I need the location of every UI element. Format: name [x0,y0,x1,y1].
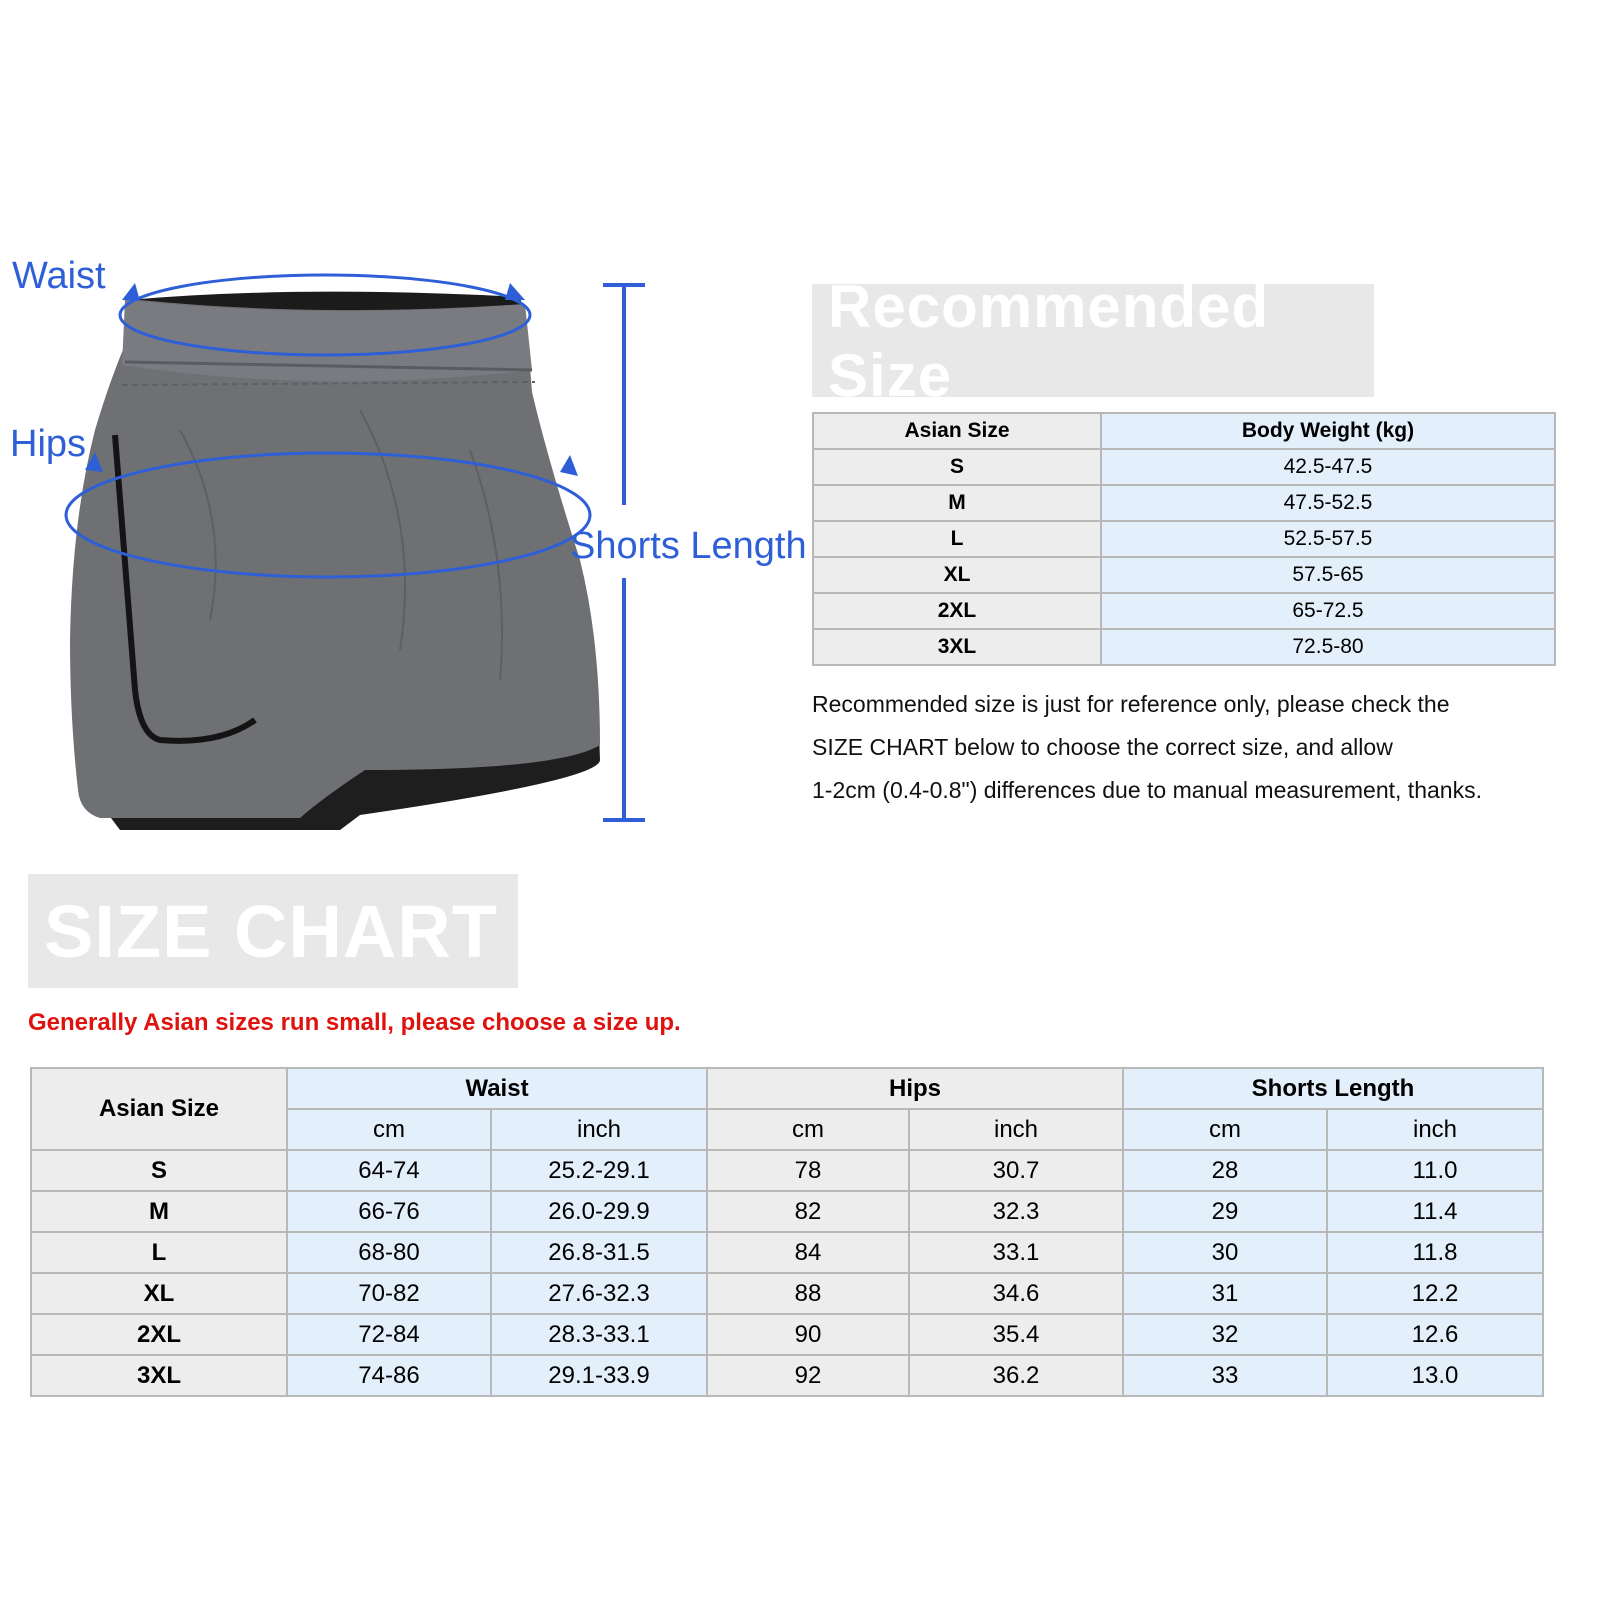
size-cell: XL [31,1273,287,1314]
waist-inch-cell: 29.1-33.9 [491,1355,707,1396]
table-row [813,449,1555,485]
size-cell: S [813,449,1101,485]
waist-inch-cell: 27.6-32.3 [491,1273,707,1314]
recommended-size-title: Recommended Size [812,284,1374,397]
unit-header: inch [909,1109,1123,1150]
unit-header: cm [707,1109,909,1150]
table-row [813,557,1555,593]
size-cell: L [813,521,1101,557]
hips-cm-cell: 90 [707,1314,909,1355]
rec-header-size: Asian Size [813,413,1101,449]
weight-cell: 65-72.5 [1101,593,1555,629]
size-cell: 2XL [31,1314,287,1355]
length-inch-cell: 11.4 [1327,1191,1543,1232]
table-row [31,1314,1543,1355]
waist-inch-cell: 26.8-31.5 [491,1232,707,1273]
length-inch-cell: 12.6 [1327,1314,1543,1355]
weight-cell: 57.5-65 [1101,557,1555,593]
size-cell: M [813,485,1101,521]
hips-cm-cell: 78 [707,1150,909,1191]
group-header-hips: Hips [707,1068,1123,1109]
unit-header: inch [491,1109,707,1150]
hips-cm-cell: 88 [707,1273,909,1314]
hips-inch-cell: 36.2 [909,1355,1123,1396]
length-inch-cell: 13.0 [1327,1355,1543,1396]
unit-header: inch [1327,1109,1543,1150]
note-line: SIZE CHART below to choose the correct size, and allow [812,734,1393,760]
size-chart-table [30,1067,1544,1397]
size-cell: M [31,1191,287,1232]
table-row [813,629,1555,665]
waist-cm-cell: 70-82 [287,1273,491,1314]
hips-label: Hips [10,423,87,465]
table-row [813,521,1555,557]
hips-inch-cell: 35.4 [909,1314,1123,1355]
length-inch-cell: 11.0 [1327,1150,1543,1191]
note-line: 1-2cm (0.4-0.8") differences due to manual measurement, thanks. [812,777,1482,803]
waist-cm-cell: 64-74 [287,1150,491,1191]
size-cell: L [31,1232,287,1273]
size-cell: 2XL [813,593,1101,629]
group-header-waist: Waist [287,1068,707,1109]
size-cell: S [31,1150,287,1191]
table-row [31,1150,1543,1191]
shorts-length-label: Shorts Length [570,525,807,567]
hips-inch-cell: 34.6 [909,1273,1123,1314]
weight-cell: 47.5-52.5 [1101,485,1555,521]
table-row [31,1273,1543,1314]
weight-cell: 42.5-47.5 [1101,449,1555,485]
unit-header: cm [287,1109,491,1150]
length-cm-cell: 28 [1123,1150,1327,1191]
size-cell: 3XL [813,629,1101,665]
weight-cell: 52.5-57.5 [1101,521,1555,557]
rec-header-weight: Body Weight (kg) [1101,413,1555,449]
waist-cm-cell: 72-84 [287,1314,491,1355]
table-row [31,1355,1543,1396]
waist-inch-cell: 28.3-33.1 [491,1314,707,1355]
length-cm-cell: 29 [1123,1191,1327,1232]
group-header-shorts-length: Shorts Length [1123,1068,1543,1109]
waist-cm-cell: 68-80 [287,1232,491,1273]
length-cm-cell: 32 [1123,1314,1327,1355]
hips-cm-cell: 84 [707,1232,909,1273]
waist-label: Waist [12,255,106,297]
recommended-note [812,683,1572,812]
length-inch-cell: 12.2 [1327,1273,1543,1314]
size-cell: 3XL [31,1355,287,1396]
weight-cell: 72.5-80 [1101,629,1555,665]
hips-cm-cell: 82 [707,1191,909,1232]
table-row [813,485,1555,521]
table-row [31,1191,1543,1232]
size-warning: Generally Asian sizes run small, please choose a size up. [28,1009,681,1036]
length-inch-cell: 11.8 [1327,1232,1543,1273]
unit-header: cm [1123,1109,1327,1150]
waist-cm-cell: 66-76 [287,1191,491,1232]
table-row [31,1232,1543,1273]
table-row [813,593,1555,629]
length-cm-cell: 31 [1123,1273,1327,1314]
hips-inch-cell: 33.1 [909,1232,1123,1273]
length-cm-cell: 33 [1123,1355,1327,1396]
waist-inch-cell: 25.2-29.1 [491,1150,707,1191]
hips-inch-cell: 30.7 [909,1150,1123,1191]
waist-inch-cell: 26.0-29.9 [491,1191,707,1232]
waist-cm-cell: 74-86 [287,1355,491,1396]
size-chart-title: SIZE CHART [28,874,518,988]
note-line: Recommended size is just for reference only, please check the [812,691,1450,717]
size-header: Asian Size [31,1068,287,1150]
size-cell: XL [813,557,1101,593]
recommended-size-table [812,412,1556,666]
length-cm-cell: 30 [1123,1232,1327,1273]
hips-cm-cell: 92 [707,1355,909,1396]
hips-inch-cell: 32.3 [909,1191,1123,1232]
